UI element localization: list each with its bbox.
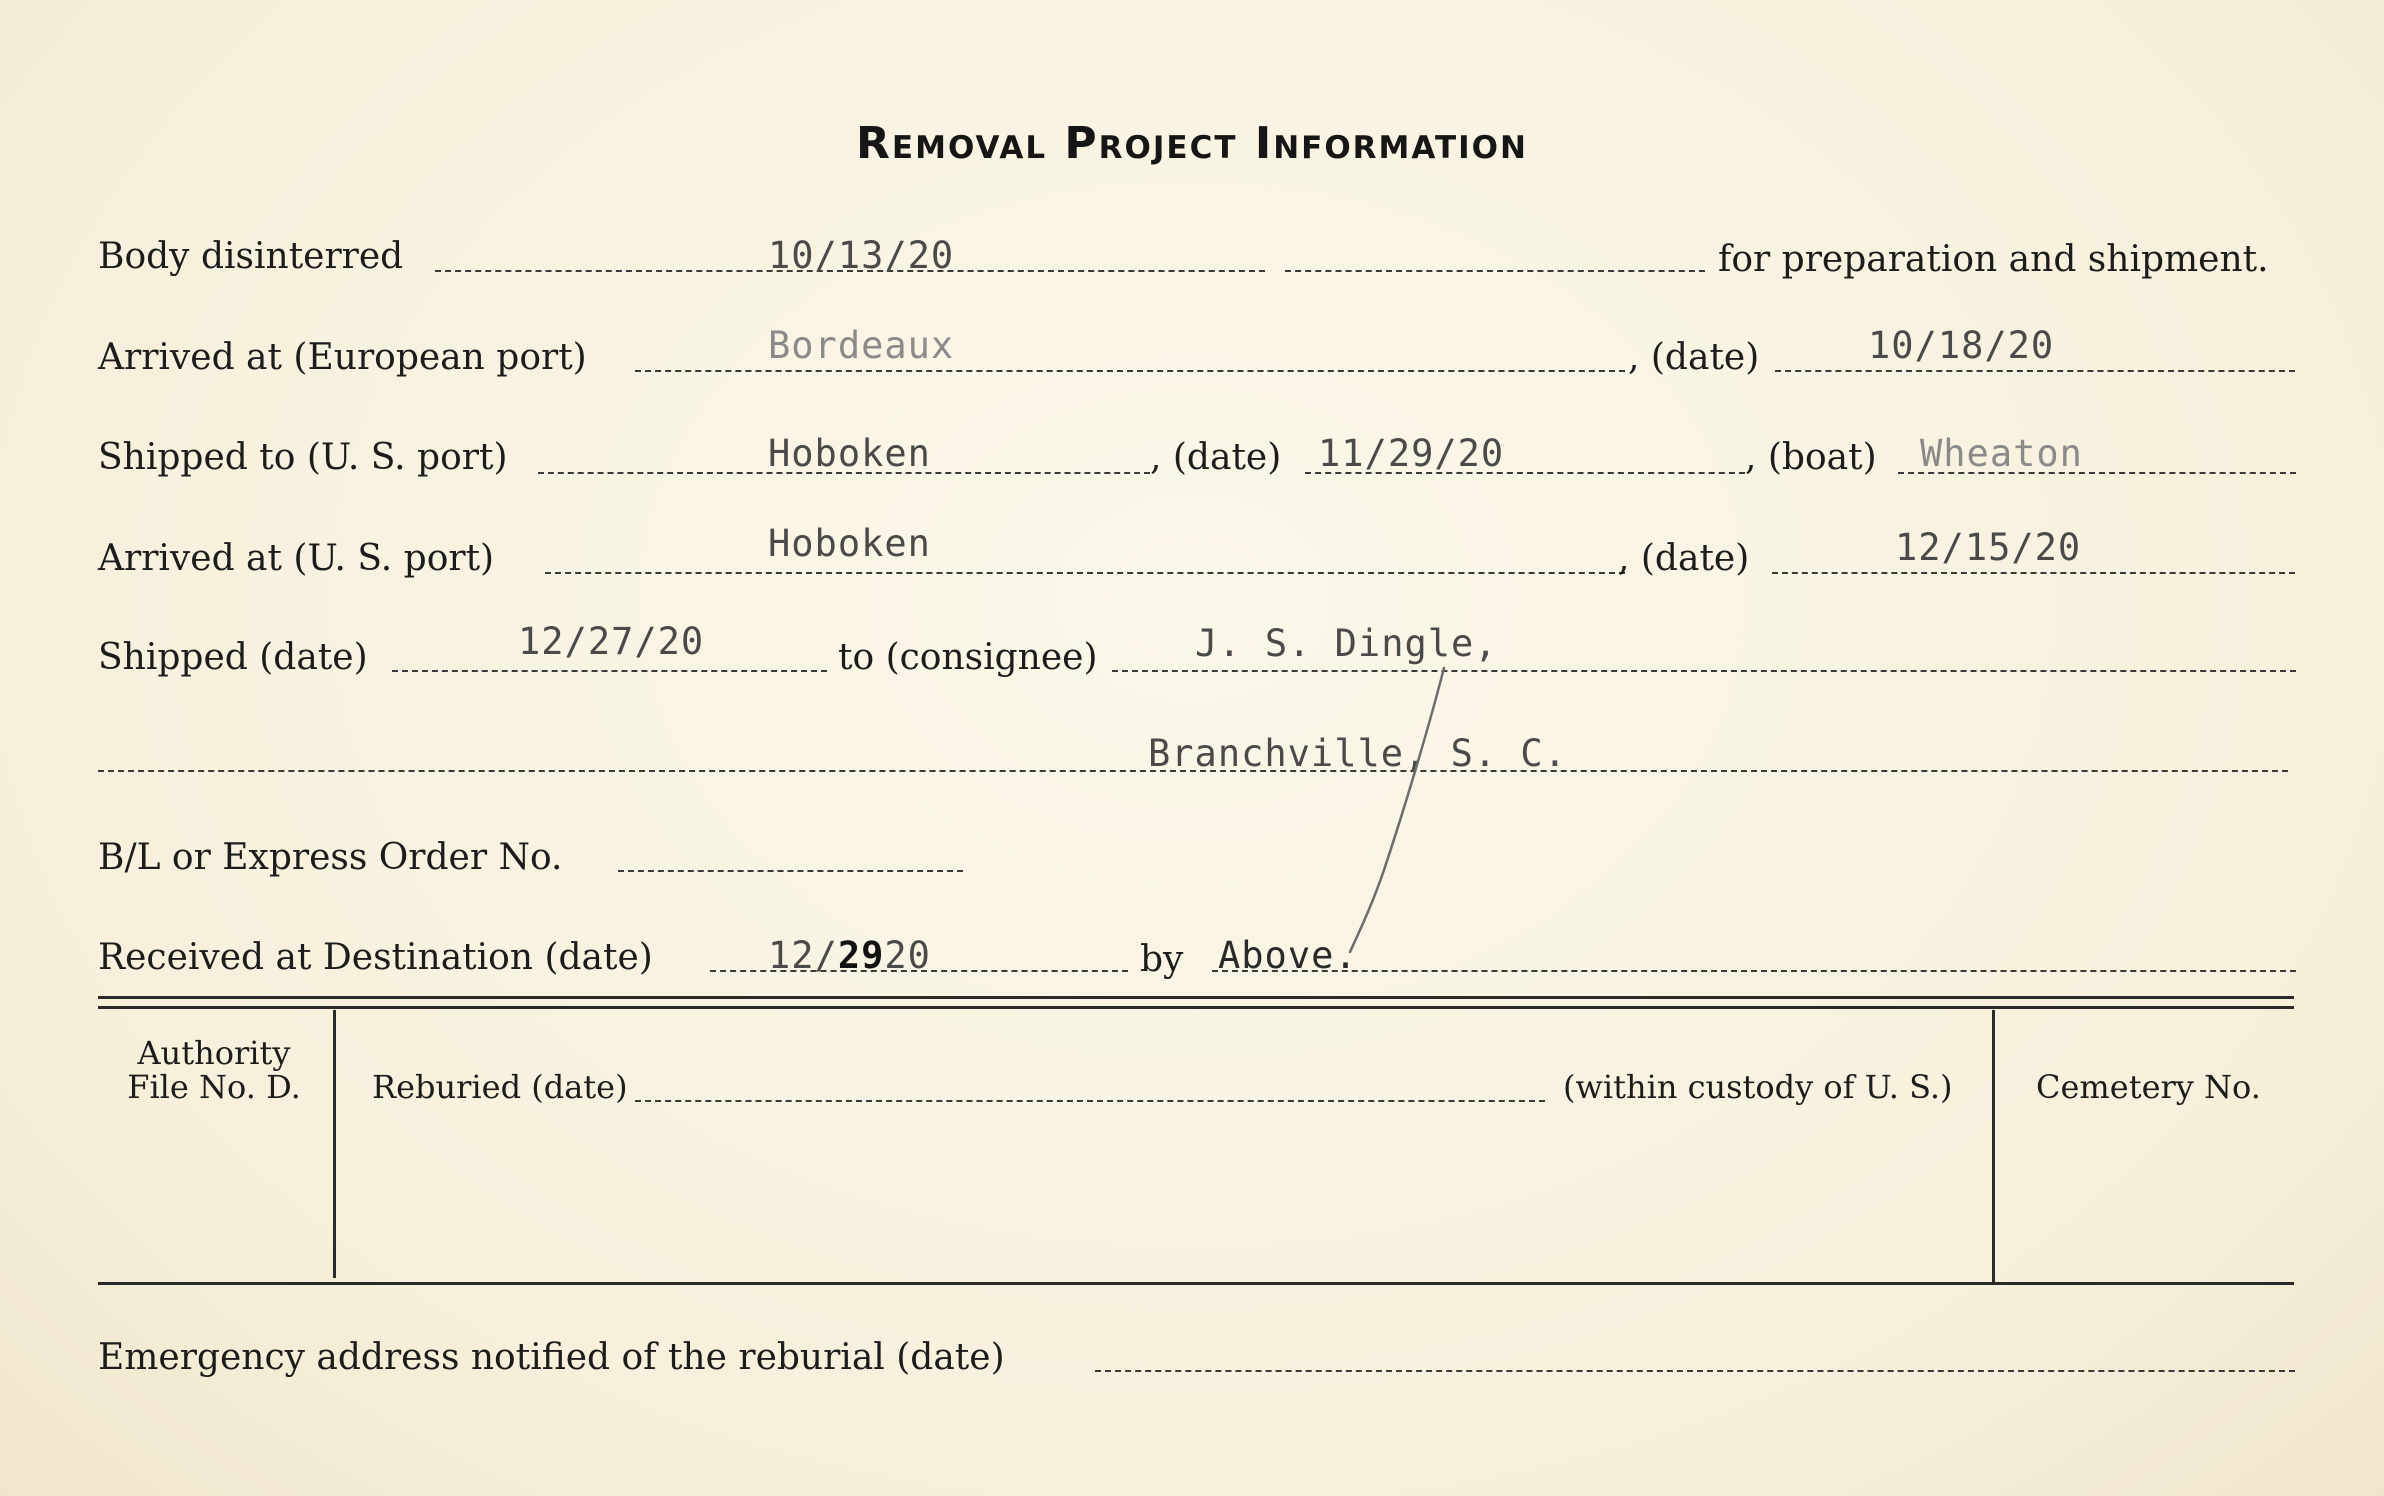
pencil-mark — [1320, 660, 1470, 960]
european-port-value: Bordeaux — [768, 324, 955, 367]
arrived-us-date-line — [1772, 572, 2295, 574]
european-date-line — [1775, 370, 2295, 372]
emergency-line — [1095, 1370, 2295, 1372]
boat-label: , (boat) — [1745, 437, 1877, 478]
shipped-us-date-value: 11/29/20 — [1318, 432, 1505, 475]
consignee-value: J. S. Dingle, — [1195, 622, 1498, 665]
bl-label: B/L or Express Order No. — [98, 837, 563, 878]
bl-line — [618, 870, 963, 872]
shipped-date-value: 12/27/20 — [518, 620, 705, 663]
authority-label-1: Authority — [137, 1034, 291, 1072]
arrived-us-value: Hoboken — [768, 522, 931, 565]
arrived-us-date-value: 12/15/20 — [1895, 526, 2082, 569]
disinterred-line-2 — [1285, 270, 1705, 272]
consignee-line — [1112, 670, 2296, 672]
disinterred-value: 10/13/20 — [768, 234, 955, 277]
pencil-stroke — [1350, 668, 1444, 952]
arrived-us-line — [545, 572, 1625, 574]
consignee-address: Branchville, S. C. — [1148, 732, 1567, 775]
european-date-value: 10/18/20 — [1868, 324, 2055, 367]
table-divider-right — [1992, 1010, 1995, 1282]
received-date-overstrike: 29 — [837, 934, 885, 977]
shipped-us-value: Hoboken — [768, 432, 931, 475]
double-rule-bottom — [98, 1006, 2294, 1009]
consignee-label: to (consignee) — [838, 637, 1098, 678]
boat-value: Wheaton — [1920, 432, 2083, 475]
arrived-us-label: Arrived at (U. S. port) — [98, 538, 495, 579]
cemetery-label: Cemetery No. — [2036, 1068, 2261, 1106]
reburied-label: Reburied (date) — [372, 1068, 628, 1106]
european-port-label: Arrived at (European port) — [98, 337, 587, 378]
emergency-label: Emergency address notified of the reburial (date) — [98, 1337, 1005, 1378]
card-title: Removal Project Information — [856, 118, 1528, 169]
european-port-line — [635, 370, 1625, 372]
received-by-line — [1212, 970, 2296, 972]
disinterred-suffix: for preparation and shipment. — [1718, 239, 2269, 280]
european-date-label: , (date) — [1628, 337, 1760, 378]
received-date-prefix: 12/ — [768, 934, 838, 977]
double-rule-top — [98, 996, 2294, 999]
shipped-date-line — [392, 670, 827, 672]
received-date-suffix: 20 — [884, 934, 931, 977]
received-date-value — [768, 936, 931, 976]
shipped-us-label: Shipped to (U. S. port) — [98, 437, 508, 478]
received-by-label: by — [1140, 939, 1184, 980]
received-label: Received at Destination (date) — [98, 937, 653, 978]
table-divider-left — [333, 1010, 336, 1278]
table-bottom-rule — [98, 1282, 2294, 1285]
received-by-value: Above. — [1218, 934, 1358, 977]
reburied-line — [635, 1100, 1545, 1102]
authority-label-2: File No. D. — [127, 1068, 301, 1106]
shipped-us-date-label: , (date) — [1150, 437, 1282, 478]
shipped-date-label: Shipped (date) — [98, 637, 368, 678]
disinterred-label: Body disinterred — [98, 236, 404, 277]
arrived-us-date-label: , (date) — [1618, 538, 1750, 579]
custody-label: (within custody of U. S.) — [1563, 1068, 1953, 1106]
